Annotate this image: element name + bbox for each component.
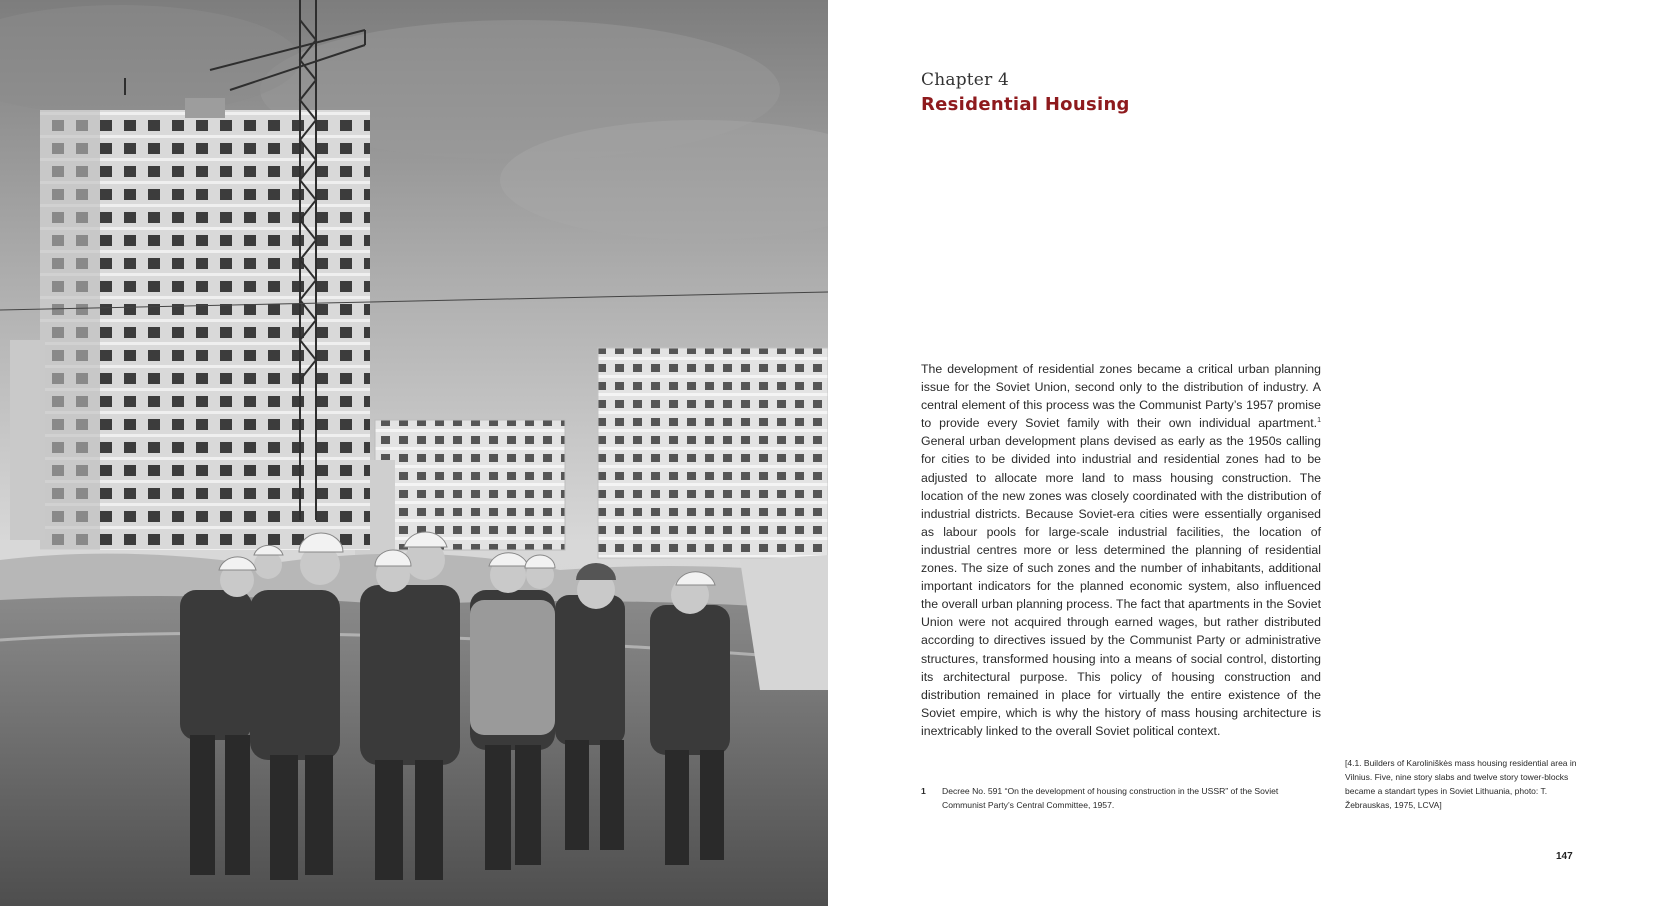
footnote-text: Decree No. 591 “On the development of housing construction in the USSR” of the Soviet Communist Party’s Central Committee, 1957. bbox=[942, 786, 1279, 810]
chapter-label: Chapter 4 bbox=[921, 70, 1010, 90]
body-text-part-1: The development of residential zones became a critical urban planning issue for the Soviet Union, second only to the distribution of industry. A central element of this process was the Communist Party’s 1957 promise to provide every Soviet family with their own individual apartment. bbox=[921, 362, 1321, 431]
photo-caption: [4.1. Builders of Karoliniškės mass housing residential area in Vilnius. Five, nine story slabs and twelve story tower-blocks became a standart types in Soviet Lithuania, photo: T. Žebrauskas, 1975, LCVA] bbox=[1345, 758, 1577, 810]
footnote bbox=[921, 784, 1321, 812]
page-number: 147 bbox=[1556, 851, 1573, 862]
chapter-title: Residential Housing bbox=[921, 94, 1130, 115]
body-text-part-2: General urban development plans devised as early as the 1950s calling for cities to be divided into industrial and residential zones had to be adjusted to allocate more land to mass housing construction. The location of the new zones was closely coordinated with the distribution of industrial districts. Because Soviet-era cities were essentially organised as labour pools for large-scale industrial facilities, the location of industrial centres more or less determined the planning of residential zones. The size of such zones and the number of inhabitants, additional important indicators for the planned economic system, also influenced the overall urban planning process. The fact that apartments in the Soviet Union were not acquired through earned wages, but rather distributed according to directives issued by the Communist Party or administrative structures, transformed housing into a means of social control, distorting its architectural purpose. This policy of housing construction and distribution remained in place for virtually the entire existence of the Soviet empire, which is why the history of mass housing architecture is inextricably linked to the overall Soviet political context. bbox=[921, 434, 1321, 738]
body-paragraph bbox=[921, 360, 1321, 740]
footnote-reference: 1 bbox=[1317, 417, 1321, 425]
footnote-number: 1 bbox=[921, 786, 926, 796]
